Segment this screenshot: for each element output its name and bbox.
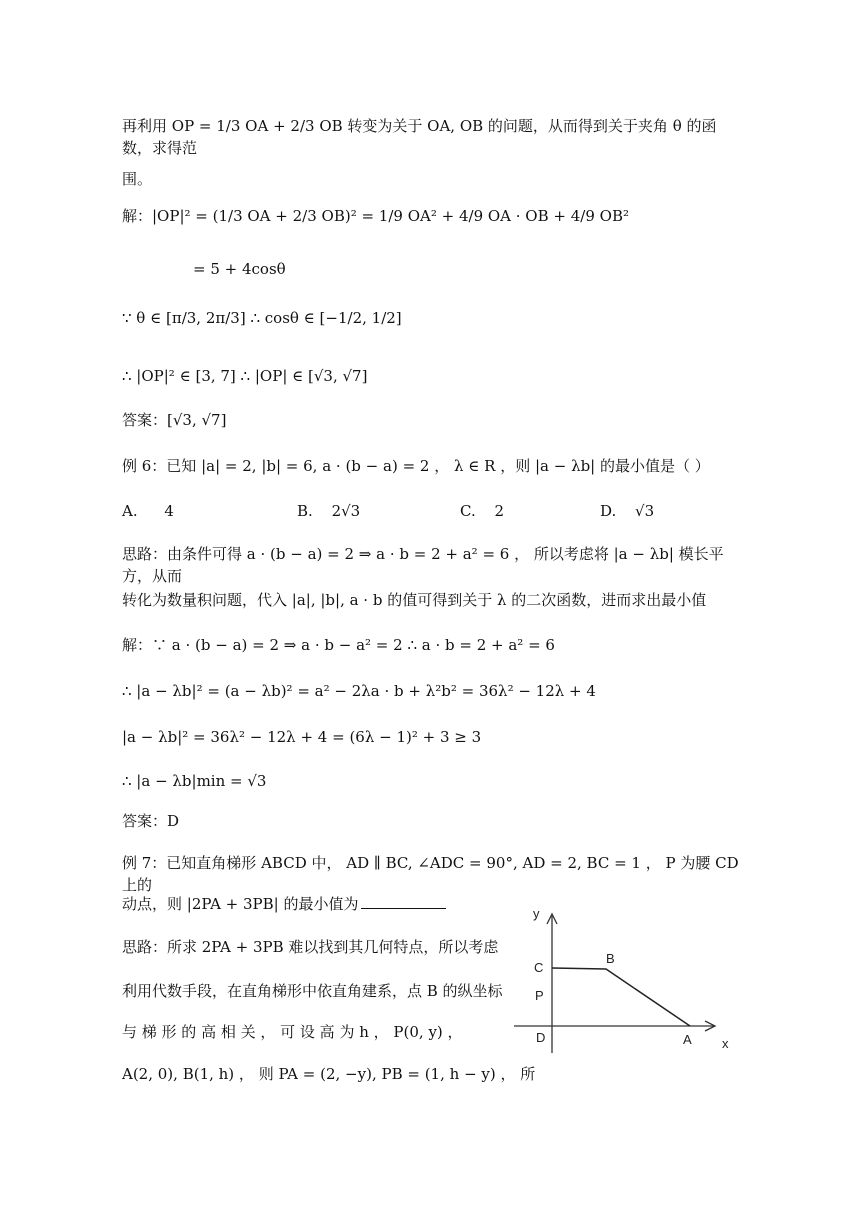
x-axis-label: x	[722, 1036, 729, 1051]
y-axis-label: y	[533, 908, 540, 921]
option-d-label: D.	[600, 502, 617, 520]
option-a-label: A.	[122, 502, 138, 520]
option-d-value: √3	[635, 502, 655, 520]
solution-6-line-4: ∴ |a − λb|min = √3	[122, 772, 267, 790]
option-b	[297, 500, 360, 522]
idea-7-line-4: A(2, 0), B(1, h) ， 则 PA = (2, −y), PB = (1, h − y) ， 所	[122, 1065, 536, 1083]
range-line: ∴ |OP|² ∈ [3, 7] ∴ |OP| ∈ [√3, √7]	[122, 367, 368, 385]
example-6-question: 例 6：已知 |a| = 2, |b| = 6, a · (b − a) = 2 ， λ ∈ R ，则 |a − λb| 的最小值是（ ）	[122, 457, 710, 475]
option-a	[122, 500, 174, 522]
option-d	[600, 500, 654, 522]
option-b-label: B.	[297, 502, 313, 520]
option-c-label: C.	[460, 502, 476, 520]
option-b-value: 2√3	[331, 502, 361, 520]
option-c	[460, 500, 504, 522]
idea-7-line-1: 思路：所求 2PA + 3PB 难以找到其几何特点，所以考虑	[122, 938, 499, 956]
option-a-value: 4	[164, 502, 174, 520]
text-line-2: 围。	[122, 170, 153, 188]
point-b-label: B	[606, 951, 615, 966]
answer-6-line: 答案：D	[122, 812, 180, 830]
trapezoid-edges	[552, 968, 690, 1026]
condition-line: ∵ θ ∈ [π/3, 2π/3] ∴ cosθ ∈ [−1/2, 1/2]	[122, 309, 402, 327]
solution-6-line-1: 解：∵ a · (b − a) = 2 ⇒ a · b − a² = 2 ∴ a · b = 2 + a² = 6	[122, 636, 555, 654]
idea-line-1: 思路：由条件可得 a · (b − a) = 2 ⇒ a · b = 2 + a² = 6 ， 所以考虑将 |a − λb| 模长平方，从而	[122, 545, 724, 585]
solution-line-2: = 5 + 4cosθ	[193, 260, 286, 278]
answer-blank	[361, 908, 446, 909]
option-c-value: 2	[494, 502, 505, 520]
point-a-label: A	[683, 1032, 692, 1047]
example-7-question-cont	[122, 893, 446, 915]
idea-7-line-2: 利用代数手段，在直角梯形中依直角建系，点 B 的纵坐标	[122, 982, 503, 1000]
answer-line: 答案：[√3, √7]	[122, 411, 227, 429]
idea-7-line-3: 与 梯 形 的 高 相 关 ， 可 设 高 为 h ， P(0, y) ，	[122, 1023, 463, 1041]
trapezoid-figure	[510, 908, 750, 1058]
example-7-question-text: 动点，则 |2PA + 3PB| 的最小值为	[122, 895, 359, 913]
solution-6-line-3: |a − λb|² = 36λ² − 12λ + 4 = (6λ − 1)² + 3 ≥ 3	[122, 728, 482, 746]
point-p-label: P	[535, 988, 544, 1003]
point-d-label: D	[536, 1030, 546, 1045]
solution-line-1: 解：|OP|² = (1/3 OA + 2/3 OB)² = 1/9 OA² + 4/9 OA · OB + 4/9 OB²	[122, 207, 629, 225]
point-c-label: C	[534, 960, 544, 975]
idea-line-2: 转化为数量积问题，代入 |a|, |b|, a · b 的值可得到关于 λ 的二次函数，进而求出最小值	[122, 591, 707, 609]
solution-6-line-2: ∴ |a − λb|² = (a − λb)² = a² − 2λa · b + λ²b² = 36λ² − 12λ + 4	[122, 682, 596, 700]
text-line-1: 再利用 OP = 1/3 OA + 2/3 OB 转变为关于 OA, OB 的问题，从而得到关于夹角 θ 的函数，求得范	[122, 117, 717, 157]
example-7-question: 例 7：已知直角梯形 ABCD 中， AD ∥ BC, ∠ADC = 90°, AD = 2, BC = 1 ， P 为腰 CD 上的	[122, 854, 739, 894]
